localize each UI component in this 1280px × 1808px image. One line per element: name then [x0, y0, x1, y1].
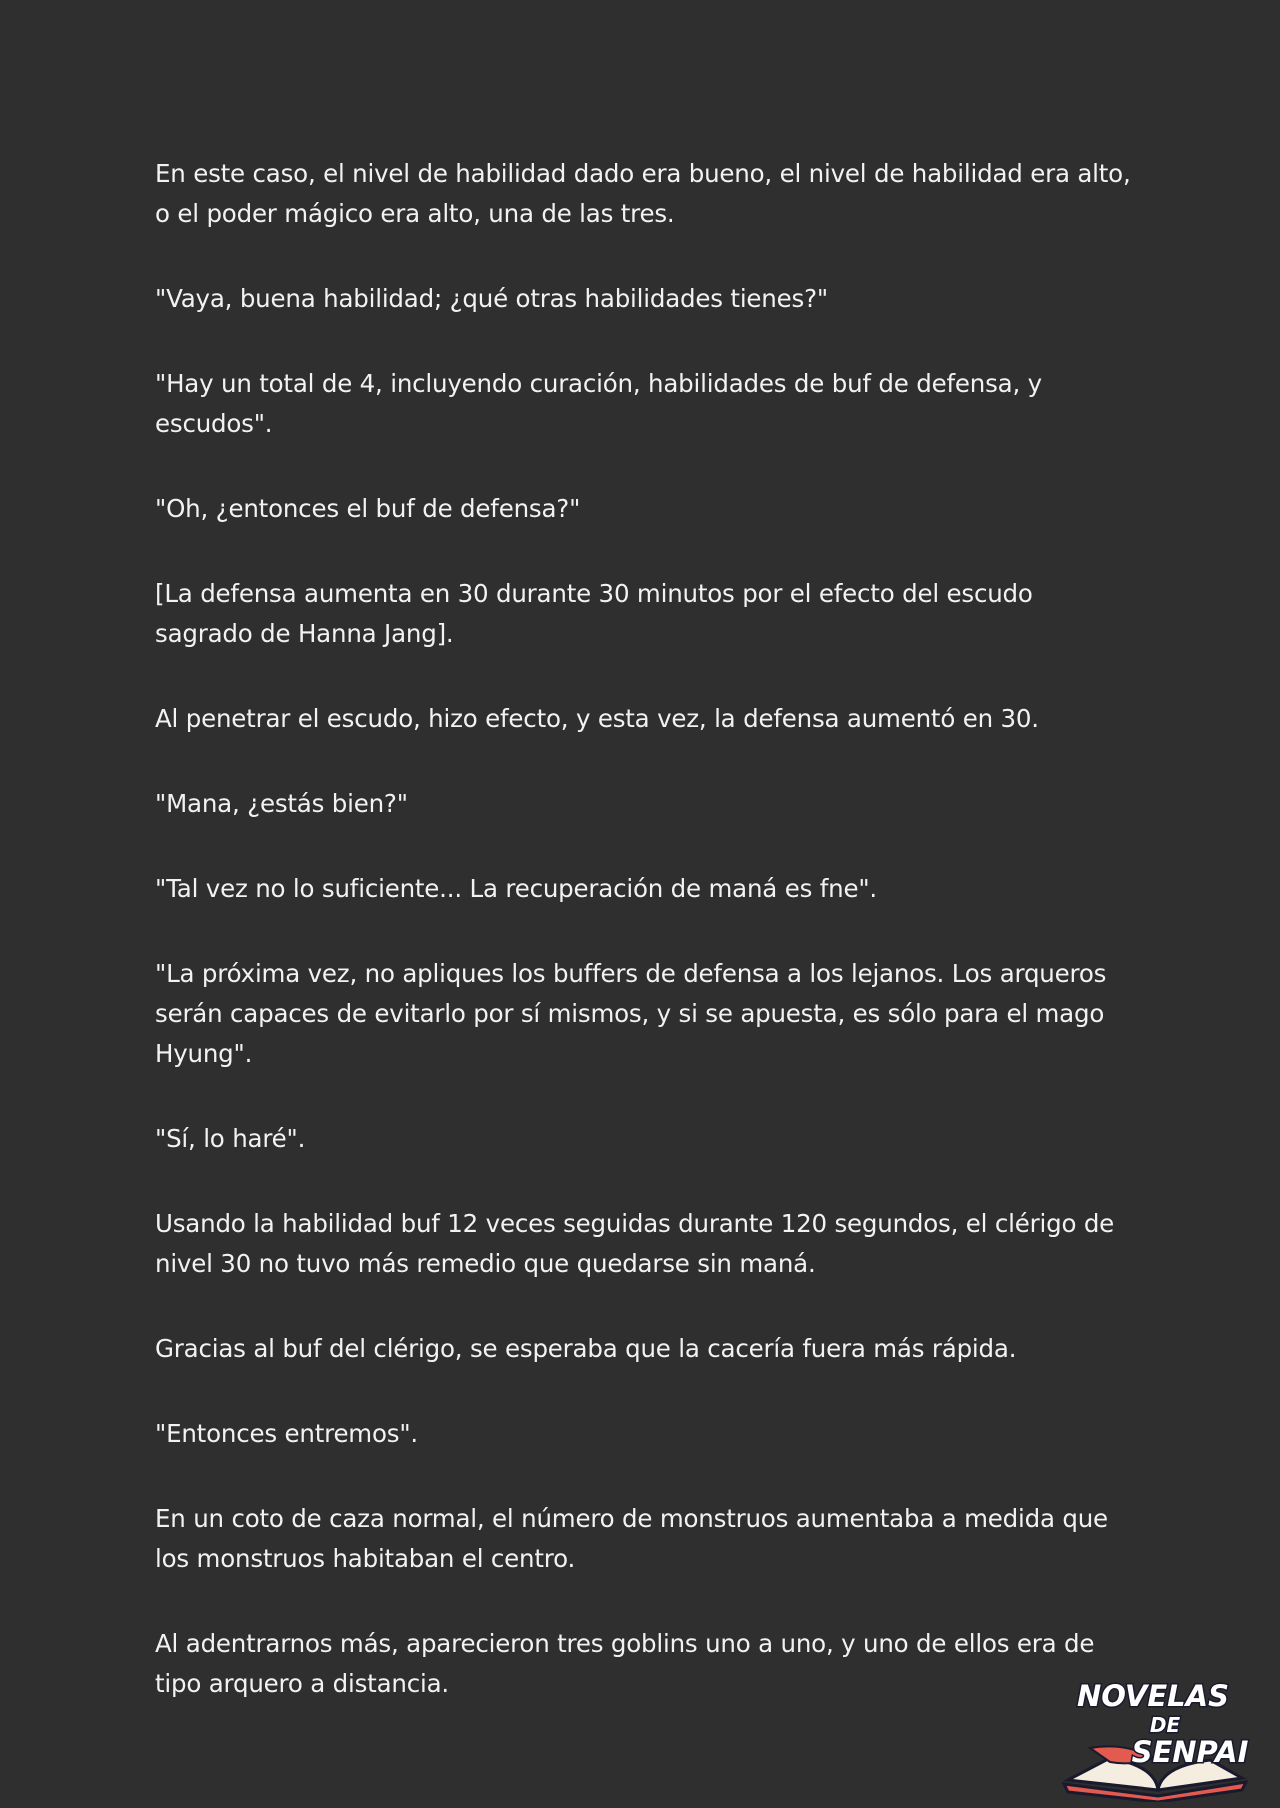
paragraph: Usando la habilidad buf 12 veces seguidas durante 120 segundos, el clérigo de nivel 30 no tuvo más remedio que quedarse sin maná. — [155, 1209, 1115, 1278]
paragraph: En este caso, el nivel de habilidad dado era bueno, el nivel de habilidad era alto, o el poder mágico era alto, una de las tres. — [155, 159, 1131, 228]
paragraph: En un coto de caza normal, el número de monstruos aumentaba a medida que los monstruos habitaban el centro. — [155, 1504, 1108, 1573]
paragraph: [La defensa aumenta en 30 durante 30 minutos por el efecto del escudo sagrado de Hanna Jang]. — [155, 579, 1033, 648]
paragraph: "Sí, lo haré". — [155, 1124, 306, 1153]
paragraph: "Tal vez no lo suficiente... La recuperación de maná es fne". — [155, 874, 878, 903]
novelas-de-senpai-logo — [1050, 1662, 1260, 1802]
logo-line-2: DE — [1149, 1713, 1181, 1737]
paragraph: Al adentrarnos más, aparecieron tres goblins uno a uno, y uno de ellos era de tipo arquero a distancia. — [155, 1629, 1095, 1698]
paragraph: "Vaya, buena habilidad; ¿qué otras habilidades tienes?" — [155, 284, 828, 313]
paragraph: Gracias al buf del clérigo, se esperaba que la cacería fuera más rápida. — [155, 1334, 1017, 1363]
logo-line-1: NOVELAS — [1077, 1679, 1229, 1713]
paragraph: Al penetrar el escudo, hizo efecto, y esta vez, la defensa aumentó en 30. — [155, 704, 1039, 733]
chapter-text — [155, 154, 1135, 1749]
paragraph: "Mana, ¿estás bien?" — [155, 789, 408, 818]
paragraph: "Hay un total de 4, incluyendo curación, habilidades de buf de defensa, y escudos". — [155, 369, 1042, 438]
paragraph: "Oh, ¿entonces el buf de defensa?" — [155, 494, 581, 523]
paragraph: "La próxima vez, no apliques los buffers de defensa a los lejanos. Los arqueros serán capaces de evitarlo por sí mismos, y si se apuesta, es sólo para el mago Hyung". — [155, 959, 1107, 1068]
open-book-logo-icon — [1050, 1662, 1260, 1802]
logo-line-3: SENPAI — [1131, 1735, 1249, 1769]
paragraph: "Entonces entremos". — [155, 1419, 418, 1448]
